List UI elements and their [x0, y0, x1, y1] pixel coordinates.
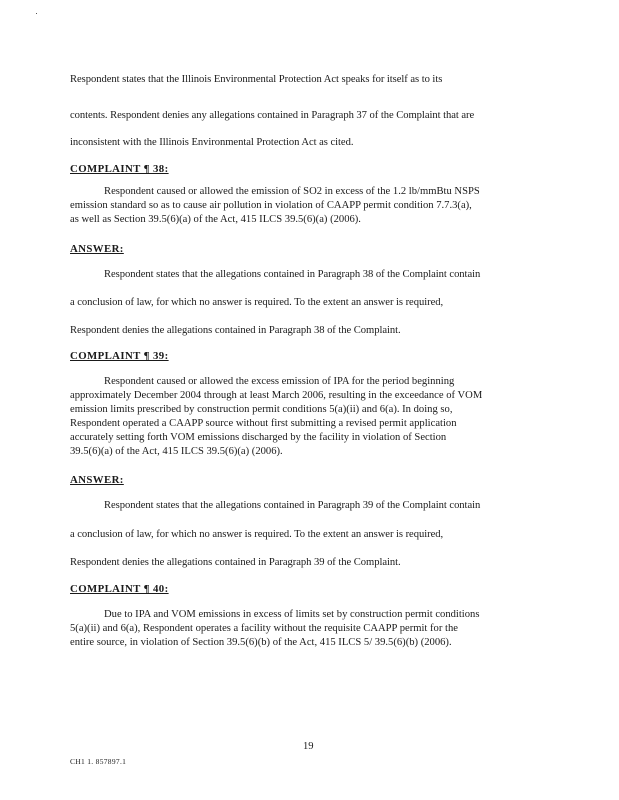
complaint-38-line-1: Respondent caused or allowed the emission of SO2 in excess of the 1.2 lb/mmBtu NSPS — [104, 186, 480, 197]
answer-37-line-1: Respondent states that the Illinois Environmental Protection Act speaks for itself as to its — [70, 74, 443, 85]
complaint-39-line-1: Respondent caused or allowed the excess emission of IPA for the period beginning — [104, 376, 455, 387]
complaint-39-heading: COMPLAINT ¶ 39: — [70, 350, 169, 362]
answer-38-line-1: Respondent states that the allegations contained in Paragraph 38 of the Complaint contain — [104, 269, 481, 280]
answer-37-line-3: inconsistent with the Illinois Environmental Protection Act as cited. — [70, 137, 354, 148]
complaint-39-line-2: approximately December 2004 through at least March 2006, resulting in the exceedance of VOM — [70, 390, 483, 401]
complaint-38-paragraph — [70, 185, 545, 227]
complaint-39-line-4: Respondent operated a CAAPP source without first submitting a revised permit application — [70, 418, 457, 429]
answer-39-line-3: Respondent denies the allegations contained in Paragraph 39 of the Complaint. — [70, 557, 401, 568]
page-number: 19 — [303, 741, 314, 752]
scan-speck — [36, 13, 37, 14]
complaint-40-paragraph — [70, 608, 545, 650]
complaint-39-line-5: accurately setting forth VOM emissions discharged by the facility in violation of Section — [70, 432, 447, 443]
answer-38-line-2: a conclusion of law, for which no answer is required. To the extent an answer is required, — [70, 297, 444, 308]
complaint-38-heading: COMPLAINT ¶ 38: — [70, 163, 169, 175]
complaint-40-line-3: entire source, in violation of Section 39.5(6)(b) of the Act, 415 ILCS 5/ 39.5(6)(b) (2006). — [70, 637, 452, 648]
complaint-39-paragraph — [70, 375, 545, 459]
answer-38-line-3: Respondent denies the allegations contained in Paragraph 38 of the Complaint. — [70, 325, 401, 336]
answer-39-line-2: a conclusion of law, for which no answer is required. To the extent an answer is required, — [70, 529, 444, 540]
complaint-39-line-3: emission limits prescribed by construction permit conditions 5(a)(ii) and 6(a). In doing so, — [70, 404, 453, 415]
answer-38-heading: ANSWER: — [70, 243, 124, 255]
complaint-40-line-2: 5(a)(ii) and 6(a), Respondent operates a facility without the requisite CAAPP permit for the — [70, 623, 458, 634]
complaint-38-line-3: as well as Section 39.5(6)(a) of the Act, 415 ILCS 39.5(6)(a) (2006). — [70, 214, 361, 225]
document-id: CH1 1. 857897.1 — [70, 757, 127, 766]
answer-39-heading: ANSWER: — [70, 474, 124, 486]
answer-37-line-2: contents. Respondent denies any allegations contained in Paragraph 37 of the Complaint that are — [70, 110, 475, 121]
complaint-40-heading: COMPLAINT ¶ 40: — [70, 583, 169, 595]
answer-39-line-1: Respondent states that the allegations contained in Paragraph 39 of the Complaint contain — [104, 500, 481, 511]
complaint-40-line-1: Due to IPA and VOM emissions in excess of limits set by construction permit conditions — [104, 609, 480, 620]
complaint-39-line-6: 39.5(6)(a) of the Act, 415 ILCS 39.5(6)(a) (2006). — [70, 446, 283, 457]
complaint-38-line-2: emission standard so as to cause air pollution in violation of CAAPP permit condition 7.7.3(a), — [70, 200, 472, 211]
